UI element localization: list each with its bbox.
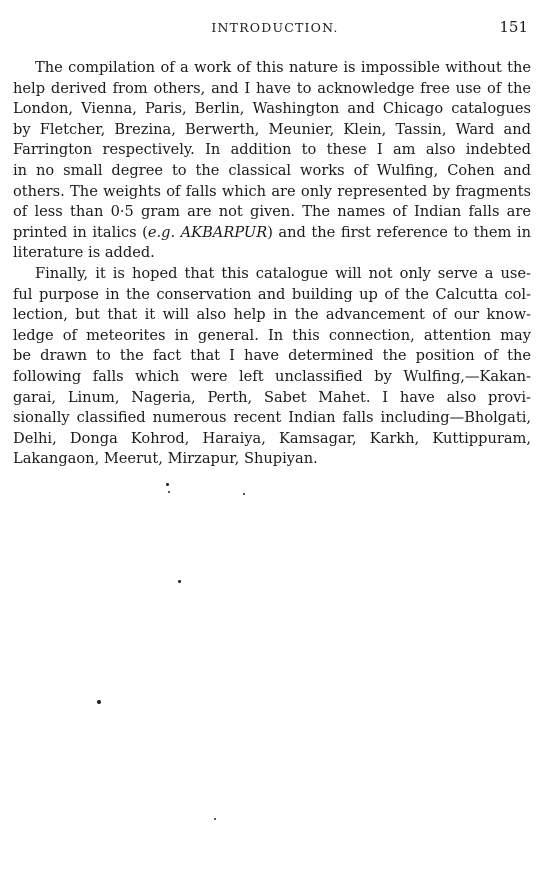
scan-speck <box>178 580 181 583</box>
scan-speck <box>97 700 101 704</box>
text-line: garai, Linum, Nageria, Perth, Sabet Mahet. I have also provi- <box>13 388 531 406</box>
text-line: Finally, it is hoped that this catalogue will not only serve a use- <box>35 264 531 282</box>
text-line: ful purpose in the conservation and building up of the Calcutta col- <box>13 285 531 303</box>
paragraph-classification <box>13 264 531 470</box>
text-line: Lakangaon, Meerut, Mirzapur, Shupiyan. <box>13 450 318 468</box>
scan-speck <box>243 493 245 495</box>
body-text <box>13 58 531 470</box>
text-line: ledge of meteorites in general. In this connection, attention may <box>13 326 531 344</box>
text-line: London, Vienna, Paris, Berlin, Washington and Chicago catalogues <box>13 100 531 118</box>
scan-speck <box>168 491 170 493</box>
text-line: help derived from others, and I have to acknowledge free use of the <box>13 79 531 97</box>
scan-speck <box>166 483 169 486</box>
running-head <box>0 18 550 38</box>
scan-speck <box>214 818 216 820</box>
text-line: following falls which were left unclassified by Wulfing,—Kakan- <box>13 367 531 385</box>
text-line: literature is added. <box>13 244 155 262</box>
running-title: INTRODUCTION. <box>211 20 339 35</box>
text-line: of less than 0·5 gram are not given. The names of Indian falls are <box>13 203 531 221</box>
text-line: in no small degree to the classical works of Wulfing, Cohen and <box>13 161 531 179</box>
italic-example: e.g. AKBARPUR <box>147 223 268 241</box>
text-line: sionally classified numerous recent Indian falls including—Bholgati, <box>13 409 531 427</box>
text-line: Delhi, Donga Kohrod, Haraiya, Kamsagar, Karkh, Kuttippuram, <box>13 429 531 447</box>
page-number: 151 <box>499 18 528 36</box>
text-line: be drawn to the fact that I have determined the position of the <box>13 347 531 365</box>
text-line: printed in italics (e.g. AKBARPUR) and the first reference to them in <box>13 223 531 241</box>
text-line: others. The weights of falls which are only represented by fragments <box>13 182 531 200</box>
text-line: lection, but that it will also help in the advancement of our know- <box>13 306 531 324</box>
text-line: Farrington respectively. In addition to these I am also indebted <box>13 141 531 159</box>
text-line: The compilation of a work of this nature is impossible without the <box>35 59 531 76</box>
paragraph-acknowledgements <box>13 58 531 264</box>
text-line: by Fletcher, Brezina, Berwerth, Meunier, Klein, Tassin, Ward and <box>13 120 531 138</box>
